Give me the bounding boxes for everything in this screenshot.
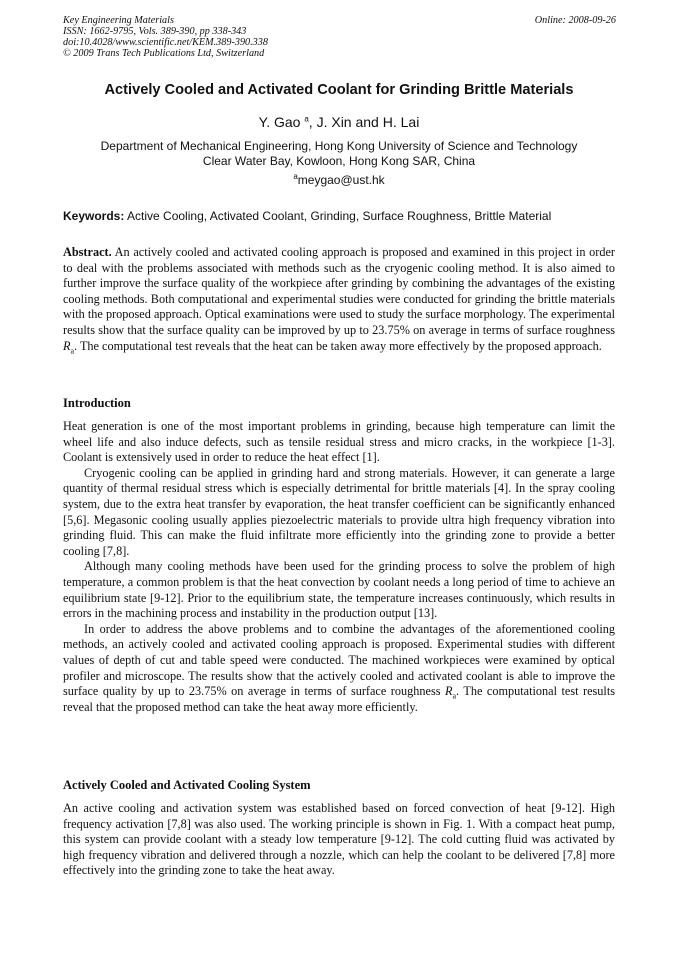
- doi-line: doi:10.4028/www.scientific.net/KEM.389-390.338: [63, 37, 268, 48]
- abstract-text-2: . The computational test reveals that the heat can be taken away more effectively by the proposed approach.: [74, 338, 602, 353]
- author-affil-mark: a: [304, 114, 309, 124]
- intro-paragraph-3: Although many cooling methods have been used for the grinding process to solve the problem of high temperature, a common problem is that the heat convection by coolant needs a long period of time to achieve an equilibrium state [9-12]. Prior to the equilibrium state, the temperature increases continuously, which results in errors in the machining process and instability in the production output [13].: [63, 559, 615, 621]
- keywords-label: Keywords:: [63, 209, 125, 223]
- abstract-ra-sub: a: [70, 346, 75, 355]
- introduction-heading: Introduction: [63, 396, 131, 410]
- intro-paragraph-2: Cryogenic cooling can be applied in grinding hard and strong materials. However, it can generate a large quantity of thermal residual stress which is especially detrimental for brittle materials [4]. In the spray cooling system, due to the extra heat transfer by evaporation, the heat transfer coefficient can be significantly enhanced [5,6]. Megasonic cooling usually applies piezoelectric materials to provide ultra high frequency vibration into grinding fluid. This can make the fluid infiltrate more efficiently into the grinding zone to provide a better cooling [7,8].: [63, 465, 615, 558]
- intro-p4-text-1: In order to address the above problems and to combine the advantages of the aforementioned cooling methods, an actively cooled and activated cooling approach is proposed. Experimental studies with different values of depth of cut and table speed were conducted. The machined workpieces were examined by optical profiler and microscope. The results show that the actively cooled and activated coolant is able to improve the surface quality by up to 23.75% on average in terms of surface roughness: [63, 621, 615, 699]
- abstract: [63, 245, 615, 354]
- intro-paragraph-4: [63, 622, 615, 716]
- abstract-text-1: An actively cooled and activated cooling approach is proposed and examined in this project in order to deal with the problems associated with methods such as the cryogenic cooling method. It is also aimed to further improve the surface quality of the workpiece after grinding by combining the advantages of the existing cooling methods. Both computational and experimental studies were conducted for grinding the brittle materials with the proposed approach. Optical examinations were used to study the surface morphology. The experimental results show that the surface quality can be improved by up to 23.75% on average in terms of surface roughness: [63, 245, 615, 337]
- abstract-label: Abstract.: [63, 245, 112, 259]
- affiliation: [0, 139, 678, 169]
- intro-p4-ra-sub: a: [452, 691, 457, 701]
- journal-name: Key Engineering Materials: [63, 15, 174, 26]
- issn-line: ISSN: 1662-9795, Vols. 389-390, pp 338-343: [63, 26, 247, 37]
- copyright-line: © 2009 Trans Tech Publications Ltd, Switzerland: [63, 48, 265, 59]
- intro-p4-ra: R: [444, 684, 453, 699]
- keywords-text: Active Cooling, Activated Coolant, Grinding, Surface Roughness, Brittle Material: [124, 209, 552, 223]
- author-first: Y. Gao: [258, 114, 301, 130]
- intro-paragraph-1: Heat generation is one of the most important problems in grinding, because high temperature can limit the wheel life and also induce defects, such as tensile residual stress and micro cracks, in the workpiece [1-3]. Coolant is extensively used in order to reduce the heat effect [1].: [63, 419, 615, 465]
- author-line: [0, 114, 678, 130]
- abstract-ra: R: [63, 338, 71, 353]
- author-rest: , J. Xin and H. Lai: [308, 114, 420, 130]
- introduction-body: [63, 419, 615, 715]
- section2-heading: Actively Cooled and Activated Cooling System: [63, 778, 311, 792]
- author-email: [0, 173, 678, 187]
- affiliation-line-1: Department of Mechanical Engineering, Hong Kong University of Science and Technology: [100, 139, 578, 153]
- affiliation-line-2: Clear Water Bay, Kowloon, Hong Kong SAR, China: [202, 154, 476, 168]
- online-date: Online: 2008-09-26: [534, 15, 616, 26]
- email-affil-mark: a: [293, 172, 298, 181]
- section2-body: [63, 801, 615, 879]
- section2-paragraph-1: An active cooling and activation system was established based on forced convection of heat [9-12]. High frequency activation [7,8] was also used. The working principle is shown in Fig. 1. With a compact heat pump, this system can provide coolant with a steady low temperature [9-12]. The cold cutting fluid was activated by high frequency vibration and delivered through a nozzle, which can help the coolant to be delivered [7,8] more effectively into the grinding zone to take the heat away.: [63, 801, 615, 878]
- paper-title: Actively Cooled and Activated Coolant for Grinding Brittle Materials: [104, 82, 574, 98]
- email-address: meygao@ust.hk: [297, 173, 385, 187]
- journal-header: [63, 15, 268, 59]
- keywords: [63, 209, 615, 224]
- intro-p4-text-2: . The computational test results reveal that the proposed method can take the heat away more efficiently.: [63, 684, 615, 714]
